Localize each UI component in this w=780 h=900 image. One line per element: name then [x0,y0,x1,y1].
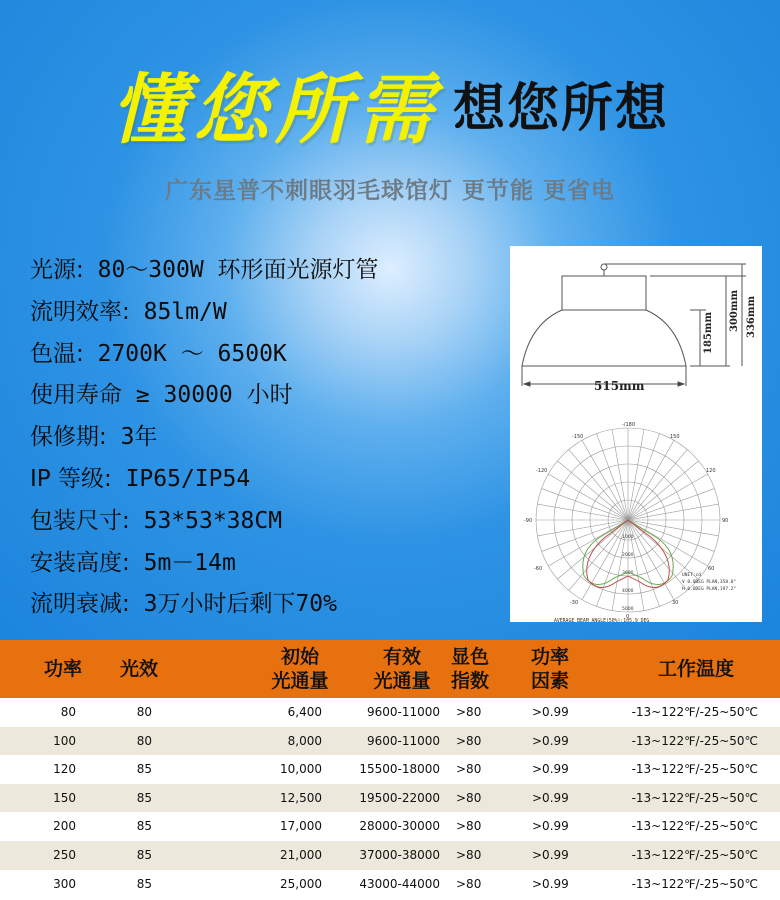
header-text: 初始 [280,646,319,668]
cell-power-factor: >0.99 [532,819,569,834]
product-diagram-panel [510,246,762,622]
cell-cri: >80 [456,819,482,834]
spec-value: IP65/IP54 [111,465,251,492]
col-header-efficacy [114,640,164,698]
spec-value: 3万小时后剩下70% [129,591,337,618]
spec-label: 流明衰减: [30,591,130,618]
cell-effective-flux: 19500-22000 [359,790,440,805]
cell-power: 100 [53,733,76,748]
cell-efficacy: 85 [136,790,152,805]
radial-label: 2000 [622,553,634,558]
cell-power-factor: >0.99 [532,762,569,777]
legend-item-h: H 0.0DEG PLAN,197.2° [682,587,737,592]
cell-temperature: -13~122℉/-25~50℃ [631,847,758,862]
table-row [0,841,780,870]
spec-table-header [0,640,780,698]
dim-width-label: 515mm [594,379,645,393]
spec-item [30,250,500,292]
table-row [0,727,780,756]
spec-item [30,334,500,376]
table-row [0,812,780,841]
dim-height-a-label: 185mm [703,311,714,354]
cell-efficacy: 85 [136,847,152,862]
spec-label: 包装尺寸: [30,507,130,534]
header-text: 功率 [43,658,82,680]
cell-initial-flux: 12,500 [280,790,322,805]
cell-temperature: -13~122℉/-25~50℃ [631,790,758,805]
cell-efficacy: 85 [136,819,152,834]
cell-efficacy: 80 [136,705,152,719]
headline [0,60,780,154]
polar-label: 150 [670,434,680,440]
header-text: 光效 [119,658,158,680]
spec-item [30,543,500,585]
spec-label: 使用寿命 [30,382,122,409]
spec-list [30,250,500,626]
spec-item [30,459,500,501]
header-text: 光通量 [271,670,329,692]
radial-label: 3000 [622,571,634,576]
spec-value: 85lm/W [129,298,227,325]
spec-value: 2700K ～ 6500K [83,340,287,367]
legend-title: UNIT:cd [682,573,701,578]
cell-temperature: -13~122℉/-25~50℃ [631,733,758,748]
header-text: 工作温度 [657,658,734,680]
cell-temperature: -13~122℉/-25~50℃ [631,876,758,891]
cell-initial-flux: 21,000 [280,847,322,862]
cell-effective-flux: 43000-44000 [359,876,440,891]
radial-label: 5000 [622,607,634,612]
polar-label: 0 [626,614,630,620]
header-text: 显色 [450,646,489,668]
lamp-driver-box [562,276,646,310]
cell-effective-flux: 28000-30000 [359,819,440,834]
spec-value: ≥ 30000 小时 [122,382,293,409]
cell-power: 300 [53,876,76,891]
cell-effective-flux: 9600-11000 [366,705,440,719]
cell-temperature: -13~122℉/-25~50℃ [631,705,758,719]
spec-value: 53*53*38CM [129,507,283,534]
polar-label: 30 [672,600,679,606]
polar-caption: AVERAGE BEAM ANGLE(50%):105.9 DEG [554,619,650,622]
table-row [0,698,780,727]
col-header-temperature [648,640,744,698]
col-header-cri [444,640,496,698]
col-header-effective-flux [364,640,440,698]
lamp-reflector [522,310,686,366]
dim-height-b-label: 300mm [729,289,740,332]
spec-item [30,501,500,543]
polar-label: -/180 [622,422,636,428]
spec-label: 流明效率: [30,298,130,325]
spec-label: 保修期: [30,424,107,451]
spec-table-body [0,698,780,898]
spec-item [30,584,500,626]
spec-item [30,292,500,334]
spec-label: IP 等级: [30,465,112,492]
polar-label: -150 [572,434,584,440]
cell-effective-flux: 37000-38000 [359,847,440,862]
polar-label: 90 [722,518,729,524]
cell-efficacy: 85 [136,876,152,891]
header-text: 因素 [530,670,569,692]
header-text: 光通量 [373,670,431,692]
col-header-initial-flux [262,640,338,698]
polar-legend [682,572,736,592]
product-diagram [510,246,762,622]
cell-power: 80 [60,705,76,719]
cell-power: 200 [53,819,76,834]
cell-power-factor: >0.99 [532,790,569,805]
cell-efficacy: 80 [136,733,152,748]
cell-temperature: -13~122℉/-25~50℃ [631,819,758,834]
polar-label: -120 [536,468,548,474]
header-text: 指数 [450,670,489,692]
cell-initial-flux: 6,400 [287,705,322,719]
spec-value: 80～300W 环形面光源灯管 [83,257,379,283]
headline-yellow: 懂您所需 [110,64,439,154]
legend-item-v: V 0.0DEG PLAN,358.0° [682,580,737,585]
cell-power-factor: >0.99 [532,847,569,862]
cell-power-factor: >0.99 [532,705,569,719]
spec-label: 安装高度: [30,549,130,576]
cell-power: 150 [53,790,76,805]
polar-label: -90 [524,518,533,524]
polar-label: -30 [570,600,579,606]
table-row [0,870,780,899]
spec-label: 光源: [30,257,84,283]
spec-label: 色温: [30,340,84,367]
header-text: 有效 [382,646,421,668]
spec-item [30,417,500,459]
cell-cri: >80 [456,705,482,719]
spec-value: 5m－14m [129,549,236,576]
polar-label: -60 [534,566,543,572]
radial-label: 4000 [622,589,634,594]
cell-cri: >80 [456,876,482,891]
spec-item [30,375,500,417]
table-row [0,784,780,813]
cell-initial-flux: 10,000 [280,762,322,777]
headline-black: 想您所想 [452,78,669,139]
subtitle: 广东星普不刺眼羽毛球馆灯 更节能 更省电 [164,178,615,204]
cell-cri: >80 [456,762,482,777]
dim-height-c-label: 336mm [746,295,757,338]
cell-cri: >80 [456,733,482,748]
polar-label: 120 [706,468,716,474]
cell-power: 250 [53,847,76,862]
cell-power-factor: >0.99 [532,733,569,748]
cell-cri: >80 [456,847,482,862]
cell-initial-flux: 17,000 [280,819,322,834]
table-row [0,755,780,784]
cell-power: 120 [53,762,76,777]
cell-initial-flux: 25,000 [280,876,322,891]
cell-initial-flux: 8,000 [287,733,322,748]
col-header-power [38,640,88,698]
cell-efficacy: 85 [136,762,152,777]
cell-temperature: -13~122℉/-25~50℃ [631,762,758,777]
cell-effective-flux: 9600-11000 [366,733,440,748]
radial-label: 1000 [622,535,634,540]
cell-effective-flux: 15500-18000 [359,762,440,777]
cell-power-factor: >0.99 [532,876,569,891]
spec-value: 3年 [106,424,158,451]
cell-cri: >80 [456,790,482,805]
col-header-power-factor [524,640,576,698]
polar-label: 60 [708,566,715,572]
hook-icon [601,264,607,270]
header-text: 功率 [530,646,569,668]
